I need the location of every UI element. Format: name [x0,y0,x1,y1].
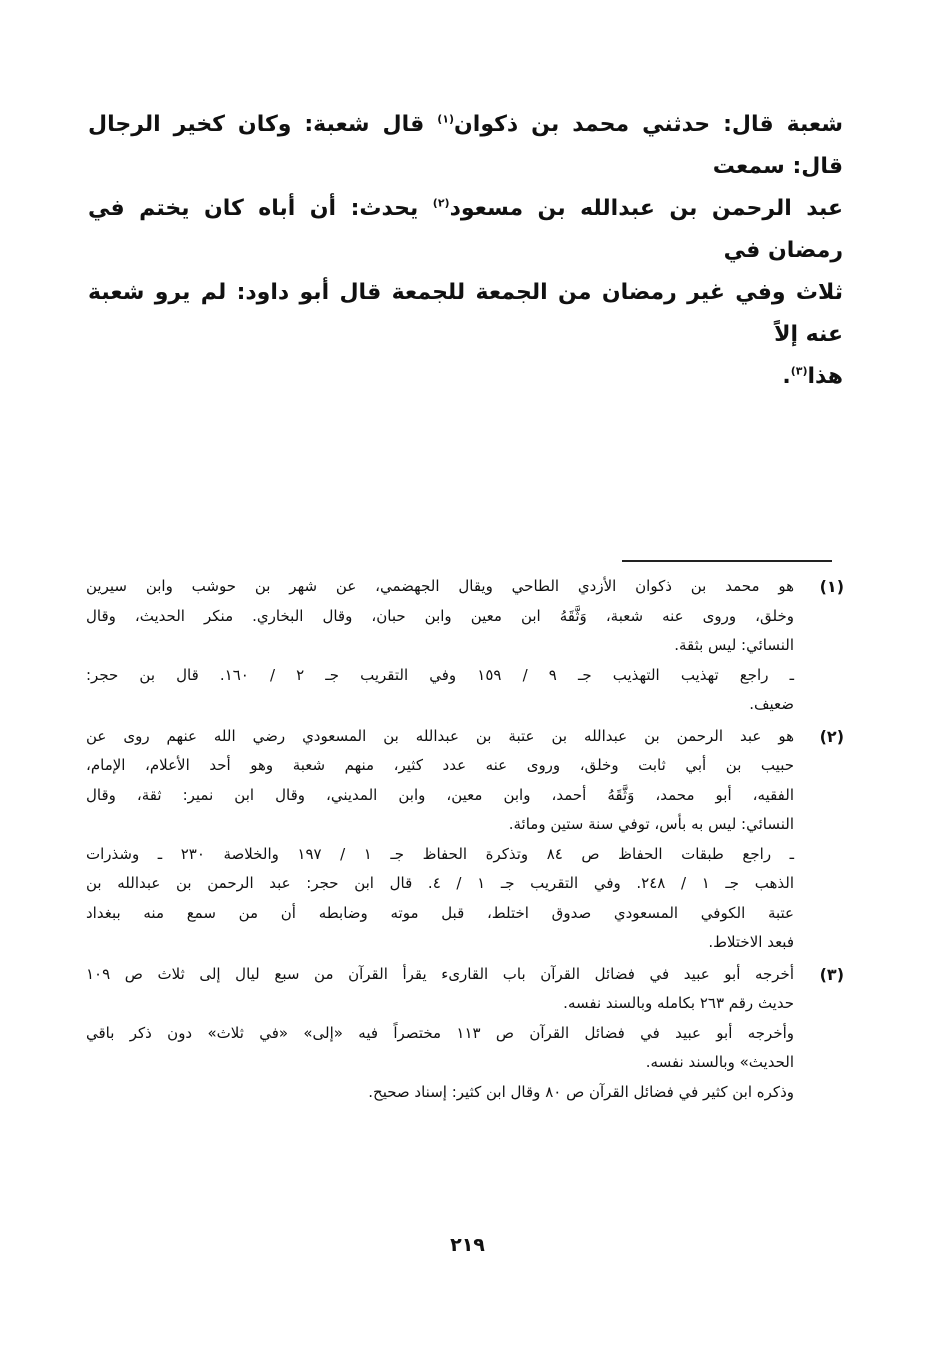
footnote-line: هو محمد بن ذكوان الأزدي الطاحي ويقال الجهضمي، عن شهر بن حوشب وابن سيرين [86,577,794,595]
main-line: ثلاث وفي غير رمضان من الجمعة للجمعة قال أبو داود: لم يرو شعبة عنه إلاً [88,280,843,347]
footnote-3 [86,960,844,1108]
footnote-line: وذكره ابن كثير في فضائل القرآن ص ٨٠ وقال ابن كثير: إسناد صحيح. [368,1082,794,1101]
footnote-number: (٢) [819,726,844,746]
footnote-line: أخرجه أبو عبيد في فضائل القرآن باب القارىء يقرأ القرآن من سبع ليال إلى ثلاث ص ١٠٩ [86,964,794,983]
footnote-ref[interactable]: (١) [437,112,455,126]
main-line: عبد الرحمن بن عبدالله بن مسعود$^{(٢)}$ يحدث: أن أباه كان يختم في رمضان في [88,196,843,263]
footnote-ref[interactable]: (٣) [790,364,808,378]
footnote-line: ـ راجع تهذيب التهذيب جـ ٩ / ١٥٩ وفي التقريب جـ ٢ / ١٦٠. قال بن حجر: [86,665,794,684]
footnote-line: الذهب جـ ١ / ٢٤٨. وفي التقريب جـ ١ / ٤. قال ابن حجر: عبد الرحمن بن عبدالله بن [86,874,794,892]
footnote-line: ضعيف. [749,695,794,713]
footnote-line: هو عبد الرحمن بن عبدالله بن عتبة بن عبدالله بن المسعودي رضي الله عنهم روى عن [86,726,794,745]
footnote-2 [86,722,844,958]
footnote-line: وأخرجه أبو عبيد في فضائل القرآن ص ١١٣ مختصراً فيه «إلى» «في ثلاث» دون ذكر باقي [86,1023,795,1042]
footnote-line: فبعد الاختلاط. [708,933,794,951]
main-line: هذا$^{(٣)}$. [782,364,843,389]
footnote-number: (١) [819,577,844,596]
footnote-number: (٣) [819,964,844,984]
footnotes [86,572,844,1109]
page-number: ٢١٩ [450,1234,485,1256]
footnote-line: ـ راجع طبقات الحفاظ ص ٨٤ وتذكرة الحفاظ جـ ١ / ١٩٧ والخلاصة ٢٣٠ ـ وشذرات [86,844,795,863]
footnote-line: حديث رقم ٢٦٣ بكامله وبالسند نفسه. [563,994,794,1012]
footnote-divider [622,560,832,562]
footnote-line: حبيب بن أبي ثابت وخلق، وروى عنه عدد كثير، منهم شعبة وهو أحد الأعلام، الإمام، [86,756,794,774]
footnote-line: النسائي: ليس به بأس، توفي سنة ستين ومائة. [508,815,794,833]
main-line: شعبة قال: حدثني محمد بن ذكوان$^{(١)}$ قال شعبة: وكان كخير الرجال قال: سمعت [88,112,843,179]
footnote-line: وخلق، وروى عنه شعبة، وَثَّقَهُ ابن معين وابن حبان، وقال البخاري. منكر الحديث، وقال [86,606,794,625]
footnote-line: النسائي: ليس بثقة. [674,636,794,654]
footnote-ref[interactable]: (٢) [432,196,450,210]
main-text [88,104,843,398]
footnote-line: عتبة الكوفي المسعودي صدوق اختلط، قبل موته وضابطه أن من سمع منه ببغداد [86,903,794,922]
footnote-line: الحديث» وبالسند نفسه. [645,1053,794,1071]
footnote-1 [86,572,844,720]
footnote-line: الفقيه، أبو محمد، وَثَّقَهُ أحمد، وابن معين، وابن المديني، وقال ابن نمير: ثقة، وقال [86,785,794,804]
